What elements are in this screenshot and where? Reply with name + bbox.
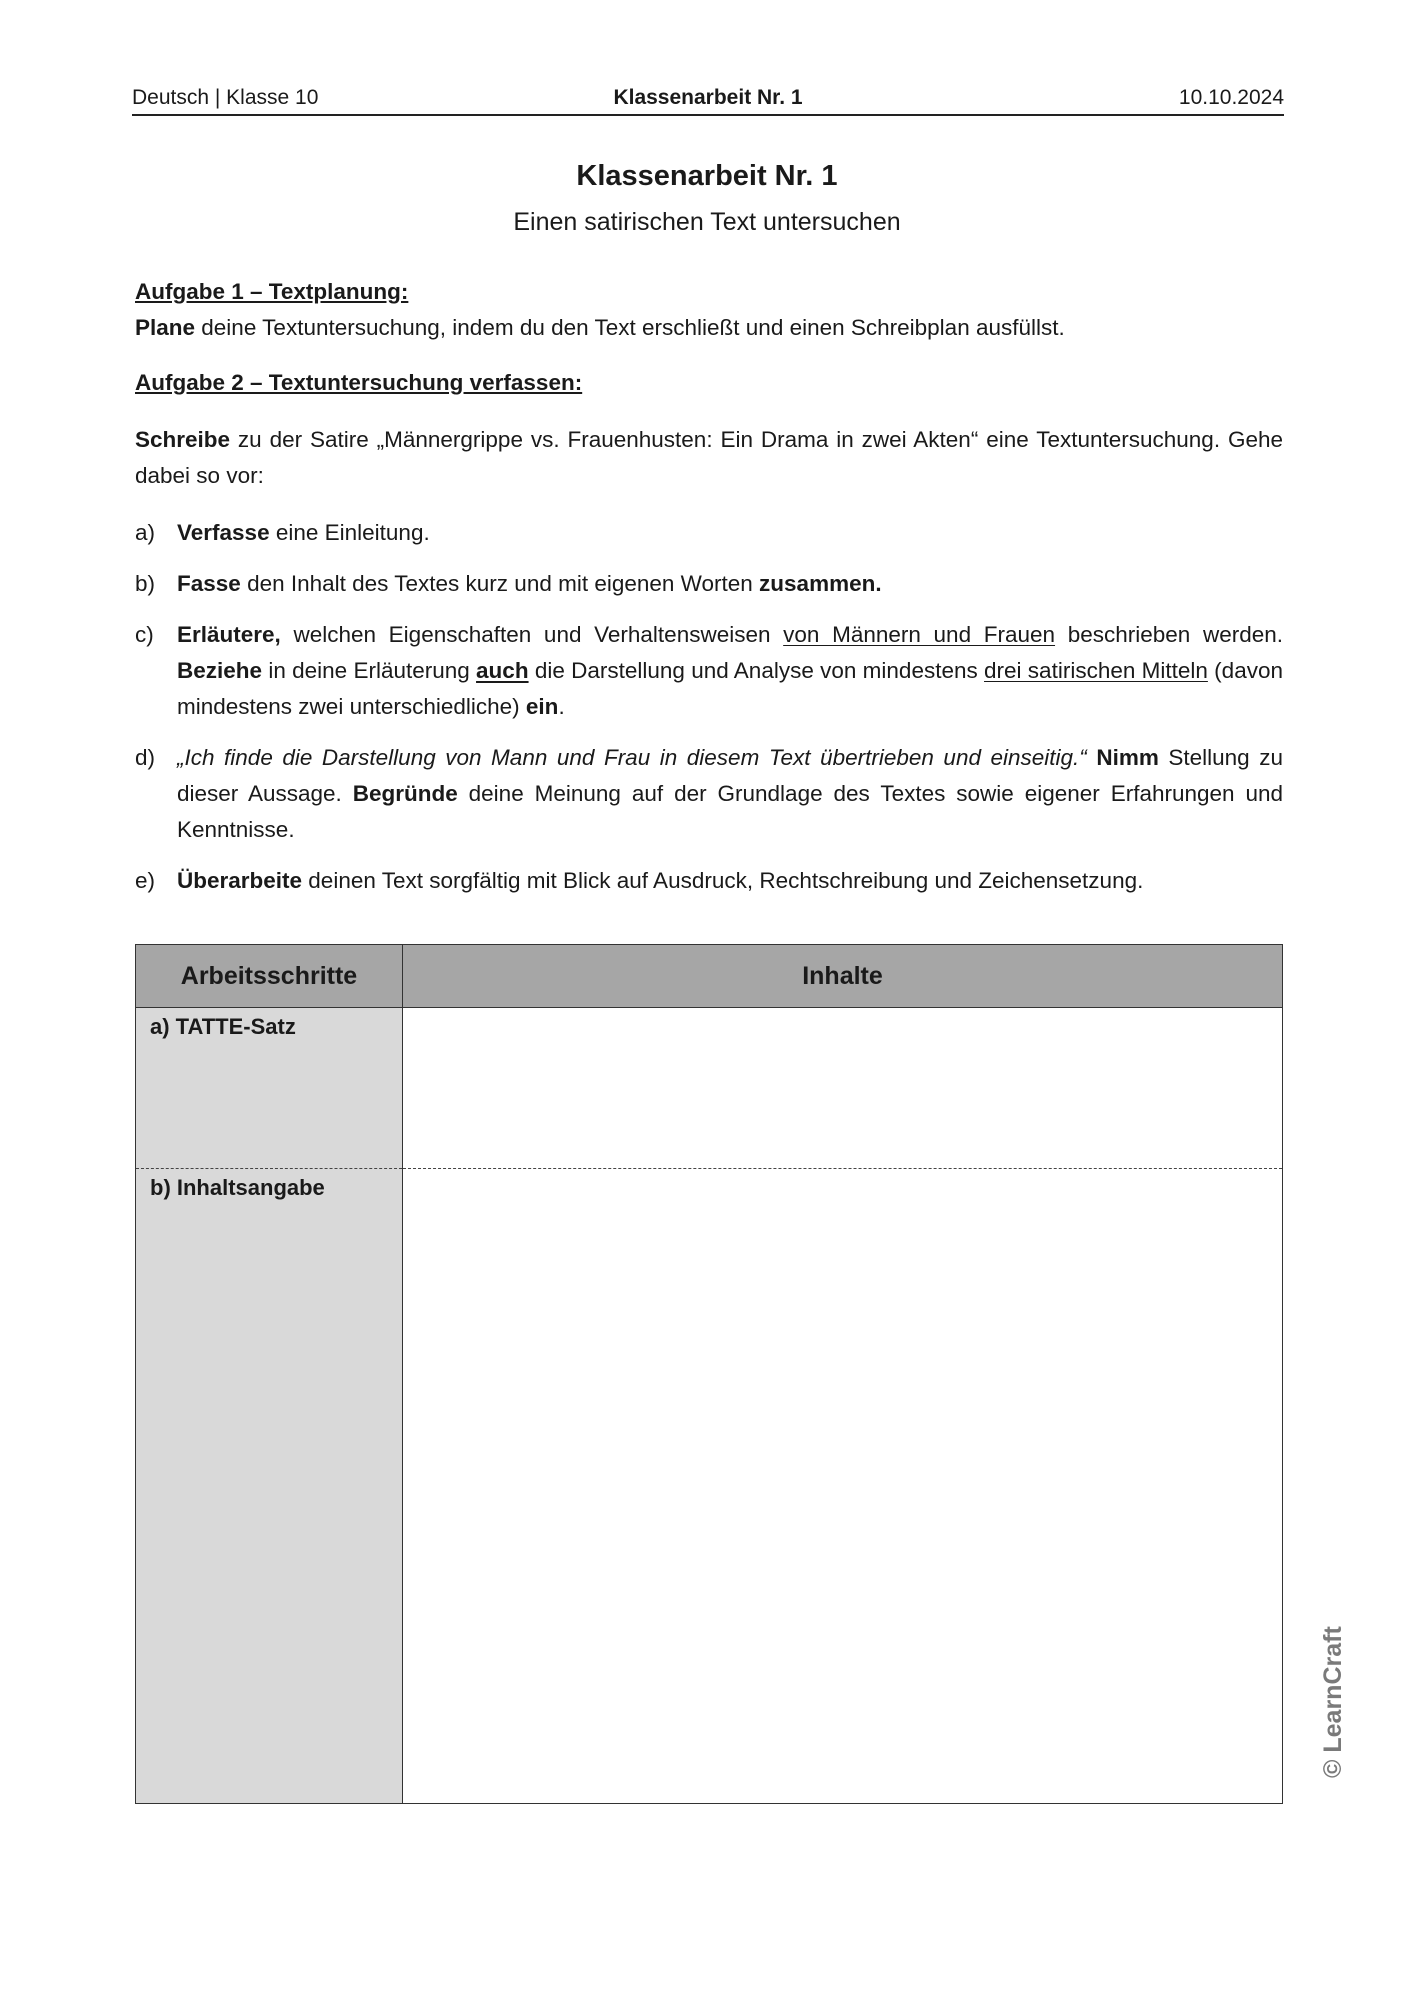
aufgabe1-verb: Plane <box>135 315 196 340</box>
task-c-body2: beschrieben werden. <box>1055 622 1283 647</box>
task-c-underline2: drei satirischen Mitteln <box>984 658 1208 683</box>
step-cell: a) TATTE-Satz <box>136 1008 403 1169</box>
task-a-text <box>177 515 1283 551</box>
task-c-body6: . <box>558 694 565 719</box>
header-date: 10.10.2024 <box>1178 86 1284 109</box>
header-subject: Deutsch | Klasse 10 <box>132 86 319 109</box>
task-b-label: b) <box>135 571 156 596</box>
aufgabe2-text <box>135 422 1283 494</box>
aufgabe1-heading: Aufgabe 1 – Textplanung: <box>135 279 409 304</box>
header-exam-title: Klassenarbeit Nr. 1 <box>613 86 803 109</box>
task-c-text <box>177 617 1283 725</box>
aufgabe1-body: deine Textuntersuchung, indem du den Text erschließt und einen Schreibplan ausfüllst. <box>195 315 1065 340</box>
task-a <box>135 515 1283 551</box>
aufgabe1-text <box>135 310 1283 346</box>
task-d-text <box>177 740 1283 848</box>
task-a-label: a) <box>135 520 156 545</box>
task-d-body1: Stellung zu dieser Aussage. <box>177 745 1283 806</box>
task-a-body: eine Einleitung. <box>269 520 430 545</box>
task-c-body4: die Darstellung und Analyse von mindestens <box>528 658 985 683</box>
task-b-text <box>177 566 1283 602</box>
page-header <box>132 86 1284 116</box>
step-cell: b) Inhaltsangabe <box>136 1169 403 1804</box>
table-row <box>136 1008 1283 1169</box>
task-b-verb2: zusammen. <box>759 571 882 596</box>
copyright-watermark: © LearnCraft <box>1319 1626 1347 1778</box>
page-subtitle: Einen satirischen Text untersuchen <box>513 208 901 236</box>
task-d-label: d) <box>135 745 156 770</box>
task-b-body: den Inhalt des Textes kurz und mit eigenen Worten <box>240 571 760 596</box>
column-header-steps: Arbeitsschritte <box>136 945 403 1008</box>
task-b-verb: Fasse <box>177 571 241 596</box>
writing-plan-table <box>135 944 1283 1804</box>
task-c-body5: (davon mindestens zwei unterschiedliche) <box>177 658 1283 719</box>
task-b <box>135 566 1283 602</box>
column-header-contents: Inhalte <box>403 945 1283 1008</box>
content-cell[interactable] <box>403 1008 1283 1169</box>
task-c-verb: Erläutere, <box>177 622 281 647</box>
task-c-underline1: von Männern und Frauen <box>783 622 1056 647</box>
task-e-text <box>177 863 1283 899</box>
aufgabe2-verb: Schreibe <box>135 427 231 452</box>
task-e <box>135 863 1283 899</box>
task-c-body1: welchen Eigenschaften und Verhaltensweisen <box>280 622 784 647</box>
task-d-quote: „Ich finde die Darstellung von Mann und Frau in diesem Text übertrieben und einseitig.“ <box>177 745 1087 770</box>
task-e-verb: Überarbeite <box>177 868 303 893</box>
instructions <box>135 274 1283 914</box>
task-d-verb2: Begründe <box>352 781 458 806</box>
task-c <box>135 617 1283 725</box>
page-title: Klassenarbeit Nr. 1 <box>576 160 838 192</box>
task-e-body: deinen Text sorgfältig mit Blick auf Ausdruck, Rechtschreibung und Zeichensetzung. <box>302 868 1144 893</box>
task-c-verb3: ein <box>525 694 559 719</box>
task-c-verb2: Beziehe <box>177 658 263 683</box>
table-row <box>136 1169 1283 1804</box>
aufgabe2-heading: Aufgabe 2 – Textuntersuchung verfassen: <box>135 370 583 395</box>
table-header-row <box>136 945 1283 1008</box>
task-c-label: c) <box>135 622 154 647</box>
task-d <box>135 740 1283 848</box>
task-c-emphasis: auch <box>476 658 529 683</box>
task-d-space <box>1087 745 1097 770</box>
aufgabe2-body: zu der Satire „Männergrippe vs. Frauenhusten: Ein Drama in zwei Akten“ eine Textuntersuchung. Gehe dabei so vor: <box>135 427 1283 488</box>
task-d-verb: Nimm <box>1096 745 1159 770</box>
task-d-body2: deine Meinung auf der Grundlage des Textes sowie eigener Erfahrungen und Kenntnisse. <box>177 781 1284 842</box>
task-e-label: e) <box>135 868 156 893</box>
content-cell[interactable] <box>403 1169 1283 1804</box>
task-a-verb: Verfasse <box>177 520 270 545</box>
task-c-body3: in deine Erläuterung <box>262 658 477 683</box>
